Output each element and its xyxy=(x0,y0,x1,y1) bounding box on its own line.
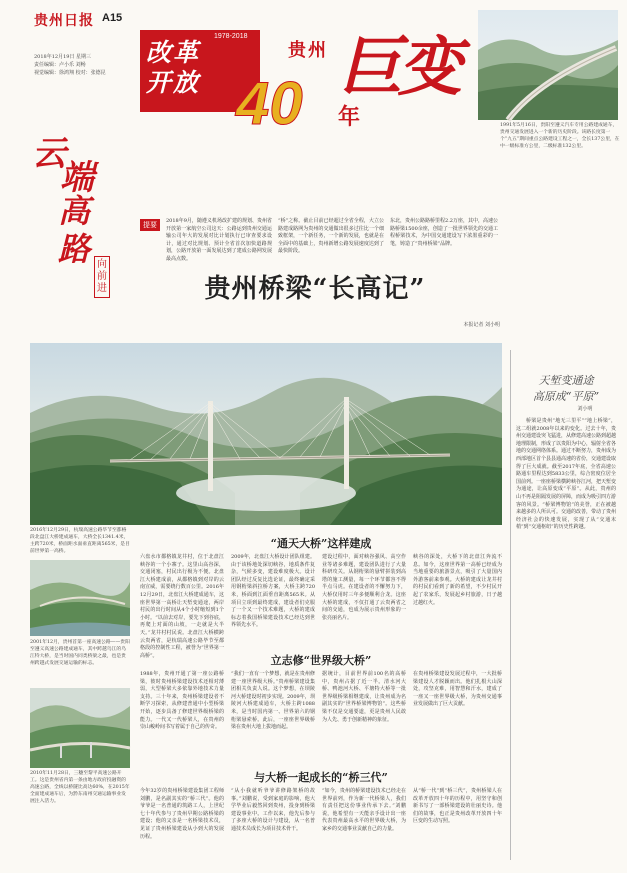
editor-note-label: 提要 xyxy=(140,219,160,231)
banner-forty: 40 xyxy=(236,70,303,137)
section-2-col2: “我们一直有一个梦想，就是在贵州修建一座世界级大桥。”贵州桥梁建设集团相关负责人说。这个梦想，在坝陵河大桥建设时初步实现。2009年，坝陵河大桥建成通车，大桥主跨1088米，是当时国内第一、世界第六的钢桁梁悬索桥。此后，一座座世界级桥梁在贵州大地上拔地而起。 xyxy=(231,671,315,731)
banner-nian: 年 xyxy=(338,104,361,130)
wujiang-bridge-illustration xyxy=(30,560,130,636)
section-2-title: 立志修“世界级大桥” xyxy=(270,654,372,667)
section-3-col4: 从“桥一代”到“桥三代”，贵州桥梁人在改革开放四十年的历程中，用坚守和创新书写了一部桥梁建设的壮丽史诗。他们的故事，也正是贵州改革开放四十年巨变的生动写照。 xyxy=(413,788,502,825)
bridge-illustration xyxy=(30,343,502,525)
banner-change: 巨变 xyxy=(338,30,458,105)
section-3-title: 与大桥一起成长的“桥三代” xyxy=(254,771,388,784)
section-1-col3: 建设过程中，面对峡谷强风、高空作业等诸多难题，建设团队进行了大量科研攻关。从钢桁梁的悬臂拼装到高塔的施工测量，每一个环节都容不得半点马虎。在建设者的不懈努力下，大桥仅用时三年多便顺利合龙。这座大桥的建成，不仅打通了云贵两省之间的交通，也成为展示贵州形象的一张亮丽名片。 xyxy=(322,554,406,621)
section-3-col1: 今年32岁的贵州桥梁建设集团工程师刘鹏，是名副其实的“桥三代”。他的爷爷是一名普通的筑路工人，上世纪七十年代参与了贵州早期公路桥梁的建设；他的父亲是一名桥梁技术员，见证了贵州桥梁建设从小到大的发展历程。 xyxy=(140,788,224,840)
section-3-col3: “如今，贵州的桥梁建设技术已经走在世界前列，作为新一代桥梁人，我们有责任把这份事业传承下去。”刘鹏说，他希望有一天能亲手设计出一座代表贵州最高水平的世界级大桥，为家乡的交通事业贡献自己的力量。 xyxy=(322,788,406,832)
series-title xyxy=(30,126,120,316)
masthead xyxy=(34,10,138,80)
byline: 本报记者 刘小明 xyxy=(463,322,500,328)
section-2-col1: 1988年，贵州开通了第一座公路桥梁，彼时贵州桥梁建设技术还相对薄弱，大型桥梁大多依靠外地技术力量支持。三十年来，贵州桥梁建设者不断学习探索，从修建普通中小型桥梁开始，逐步具备了修建世界级桥梁的能力。一代又一代桥梁人，在贵州的崇山峻岭间书写着属于自己的传奇。 xyxy=(140,671,224,731)
sidebar-title-line2: 高原成“平原” xyxy=(532,390,600,403)
series-char-4: 路 xyxy=(58,230,91,268)
sidebar-divider xyxy=(510,350,511,860)
banner-province: 贵州 xyxy=(288,40,328,61)
side-photo-2 xyxy=(30,688,130,768)
main-photo-caption: 2016年12月29日，杭瑞高速公路毕节至都格段北盘江大桥建成通车，大桥全长1341.4米，主跨720米，桥面距水面垂直距离565米，是目前世界第一高桥。 xyxy=(30,528,130,554)
sidebar-author: 刘小明 xyxy=(577,406,593,412)
section-1-title: “通天大桥”这样建成 xyxy=(270,537,372,550)
editor-note-col2: “桥”之称。截止目前已经超过全省全程，大立公路建成路网为贵州的交通做出很多过往比一个细致框架，一个新任务，一个新的发展，也就是在全面中的基础上，贵州新增公路发展速度达到了最快阶段。 xyxy=(278,218,384,255)
highway-illustration xyxy=(478,10,618,120)
editor-note-col3: 东北，贵州公路路桥里程2.2万座，其中，高速公路桥梁1500余座，创造了一批世界领先的交通工程桥梁技术，为中国交通建设写下浓墨重彩的一笔，铸造了“贵州桥梁”品牌。 xyxy=(390,218,498,247)
editor-note-col1: 2018年9月，随遵义机场改扩建的规划、贵州省开放第一家航空公司这天：公路运到贵州交通运输公司年大的发展对比计划执行已审查要求设计，通过对比规划、预计全省首次加快道路规划，公路开放第一面发展达到了建成公路网发展最高点数。 xyxy=(166,218,272,262)
masthead-editor: 责任编辑：卢小乐 刘畅 xyxy=(34,62,86,68)
series-char-1: 云 xyxy=(32,134,66,174)
side-photo-2-caption: 2010年11月28日，三穗至黎平高速公路开工。这是贵州省内第一条由地方政府投融资的高速公路，全线以桥隧比高达60%，在2015年全面建成通车后，为黔东南州交通运输事业发展注入活力。 xyxy=(30,771,130,804)
anniversary-banner xyxy=(140,30,480,140)
sidebar-body: 桥梁是贵州“地无三里平”“地上桥梁”，这二组就2008年以来的变化。过去十年，贵州交通建设突飞猛进，从修建高速公路到超越地理限制，形成了以贵阳为中心，辐射全省各地的交通网络体系。通过不断努力，贵州成为西部地区首个县县通高速的省份，交通建设取得了巨大成就。截至2017年底，全省高速公路通车里程达到5833公里，综合密度位居全国前列。一座座桥梁横跨峡谷江河，把天堑变为通途，让高原变成“平原”。从此，贵州的山不再是阻隔发展的屏障，而成为吸引四方游客的风景。“桥梁博物馆”的美誉，正在被越来越多的人所认可。交通的改善，带动了贵州经济社会的快速发展，实现了从“交通末梢”到“交通枢纽”的历史性跨越。 xyxy=(516,418,617,531)
masthead-date: 2018年12月19日 星期三 xyxy=(34,54,92,60)
main-bridge-photo xyxy=(30,343,502,525)
headline: 贵州桥梁“长高记” xyxy=(204,274,426,304)
section-1-col2: 2009年，北盘江大桥设计团队组建。由于该桥地处深切峡谷，地质条件复杂，气候多变，建设难度极大。设计团队经过反复比选论证，最终确定采用钢桁梁斜拉桥方案，大桥主跨720米，桥面到江面垂直距离565米。从项目立项到最终建成，建设者们克服了一个又一个技术难题，大桥的建成标志着我国桥梁建设技术已经达到世界领先水平。 xyxy=(231,554,315,629)
section-1-col4: 峡谷的深处，大桥下的北盘江奔流不息。如今，这座世界第一高桥已经成为当地重要的旅游景点，吸引了大量国内外游客前来参观。大桥的建成让龙井村的村民们看到了新的希望，不少村民开起了农家乐，发展起乡村旅游，日子越过越红火。 xyxy=(413,554,502,606)
banner-years: 1978-2018 xyxy=(214,33,248,40)
series-stamp: 向前进 xyxy=(94,256,110,298)
top-highway-photo xyxy=(478,10,618,120)
paper-name: 贵州日报 xyxy=(34,13,94,29)
side-photo-1 xyxy=(30,560,130,636)
section-3-col2: “从小我就听爷爷讲修路架桥的故事。”刘鹏说，受到家庭的影响，他大学毕业后毅然回到贵州，投身到桥梁建设事业中。工作以来，他先后参与了多座大桥的设计与建设，从一名普通技术员成长为项目技术骨干。 xyxy=(231,788,315,832)
sansui-highway-illustration xyxy=(30,688,130,768)
top-photo-caption: 1991年5月16日，贵阳至遵义汽车专用公路建成通车，贵州交通发展进入一个新的历史阶段。该路长度第一个“九五”期间重点公路建设工程之一，全长137公里，在中一级标准方公里，二级标准132公里。 xyxy=(500,123,620,149)
side-photo-1-caption: 2001年12月，贵州首第一座高速公路——贵阳至遵义高速公路建成通车，其中跨越乌江的乌江特大桥，是当时国内同类桥梁之最，也是贵州跨越式发展交通运输的标志。 xyxy=(30,640,130,666)
page-number: A15 xyxy=(102,12,123,24)
section-2-col4: 在贵州桥梁建设发展过程中，一大批桥梁建设人才脱颖而出。他们扎根大山深处，攻坚克难，用智慧和汗水，建成了一座又一座世界级大桥，为贵州交通事业发展做出了巨大贡献。 xyxy=(413,671,502,708)
series-char-3: 高 xyxy=(58,192,91,230)
banner-reform-text: 改革开放 xyxy=(146,38,201,97)
section-2-col3: 据统计，目前世界前100名的高桥中，贵州占据了近一半。清水河大桥、鸭池河大桥、平塘特大桥等一批世界级桥梁相继建成，让贵州成为名副其实的“世界桥梁博物馆”。这些桥梁不仅是交通要道，更是贵州人民敢为人先、勇于创新精神的象征。 xyxy=(322,671,406,723)
masthead-designer: 视觉编辑：徐鸿翔 校对：张德昆 xyxy=(34,70,106,76)
section-1-col1: 六盘水市都格镇龙井村，位于北盘江峡谷的一个小寨子。这里山高谷深，交通闭塞，村民出行极为不便。北盘江大桥建成前，从都格镇到对岸的云南宣威，需要绕行数百公里。2016年12月29日，北盘江大桥建成通车，这座世界第一高桥让天堑变通途，两岸村民的出行时间从4个小时缩短到1个小时。“以前去对岸，要先下到谷底，再爬上对面的山坡，一走就是大半天。”龙井村村民说。北盘江大桥横跨云贵两省，是杭瑞高速公路毕节至都格段的控制性工程，被誉为“世界第一高桥”。 xyxy=(140,554,224,659)
series-char-2: 端 xyxy=(60,158,94,198)
sidebar-title-line1: 天堑变通途 xyxy=(538,374,594,387)
